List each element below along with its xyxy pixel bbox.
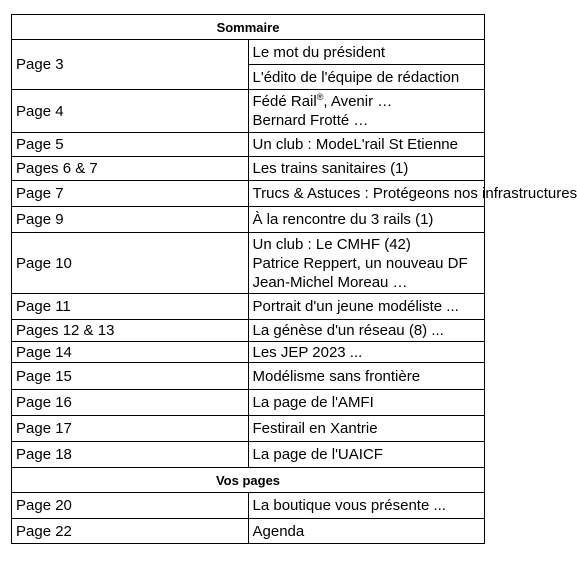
table-row: [12, 493, 485, 519]
entry-line: [253, 92, 485, 111]
entry-title: Agenda: [248, 519, 485, 544]
table-row: [12, 181, 485, 207]
entry-title: La génèse d'un réseau (8) ...: [248, 320, 485, 342]
entry-line: Jean-Michel Moreau …: [252, 273, 408, 291]
section-heading: Vos pages: [12, 468, 485, 493]
entry-title: Les trains sanitaires (1): [248, 157, 485, 181]
registered-mark: ®: [316, 92, 324, 102]
table-row: [12, 233, 485, 294]
page-number: Page 18: [12, 442, 249, 468]
page-number: Page 3: [12, 40, 249, 90]
entry-title: [248, 90, 485, 133]
entry-title: L'édito de l'équipe de rédaction: [248, 65, 485, 90]
page-number: Page 4: [12, 90, 249, 133]
table-row: [12, 207, 485, 233]
entry-title: La page de l'UAICF: [248, 442, 485, 468]
page-number: Page 16: [12, 390, 249, 416]
entry-title: Le mot du président: [248, 40, 485, 65]
table-row: [12, 363, 485, 390]
table-row: [12, 133, 485, 157]
table-row: [12, 40, 485, 65]
page-number: Page 7: [12, 181, 249, 207]
entry-title: La boutique vous présente ...: [248, 493, 485, 519]
section-heading-row: [12, 468, 485, 493]
entry-title: Festirail en Xantrie: [248, 416, 485, 442]
table-of-contents: [11, 14, 577, 544]
entry-text: , Avenir …: [323, 93, 393, 110]
table-row: [12, 390, 485, 416]
entry-title: À la rencontre du 3 rails (1): [248, 207, 485, 233]
table-row: [12, 442, 485, 468]
page-number: Page 11: [12, 294, 249, 320]
entry-line: Un club : Le CMHF (42): [252, 235, 411, 253]
table-row: [12, 519, 485, 544]
page-number: Pages 6 & 7: [12, 157, 249, 181]
section-heading-row: [12, 15, 485, 40]
page-number: Page 14: [12, 342, 249, 363]
section-heading: Sommaire: [12, 15, 485, 40]
entry-line: Bernard Frotté …: [252, 112, 369, 129]
entry-title: [248, 233, 485, 294]
page-number: Page 15: [12, 363, 249, 390]
table-row: [12, 157, 485, 181]
page-number: Page 5: [12, 133, 249, 157]
page-number: Page 20: [12, 493, 249, 519]
page-number: Page 9: [12, 207, 249, 233]
page-number: Pages 12 & 13: [12, 320, 249, 342]
entry-title: Les JEP 2023 ...: [248, 342, 485, 363]
entry-title: Modélisme sans frontière: [248, 363, 485, 390]
entry-text: Fédé Rail: [252, 93, 317, 110]
entry-line: Patrice Reppert, un nouveau DF: [252, 254, 468, 272]
entry-title: Un club : ModeL'rail St Etienne: [248, 133, 485, 157]
table-row: [12, 294, 485, 320]
table-row: [12, 342, 485, 363]
entry-title: La page de l'AMFI: [248, 390, 485, 416]
table-row: [12, 90, 485, 133]
table-row: [12, 416, 485, 442]
page-number: Page 17: [12, 416, 249, 442]
entry-title: Trucs & Astuces : Protégeons nos infrastructures: [248, 181, 485, 207]
table-row: [12, 320, 485, 342]
page-number: Page 22: [12, 519, 249, 544]
page-number: Page 10: [12, 233, 249, 294]
entry-title: Portrait d'un jeune modéliste ...: [248, 294, 485, 320]
